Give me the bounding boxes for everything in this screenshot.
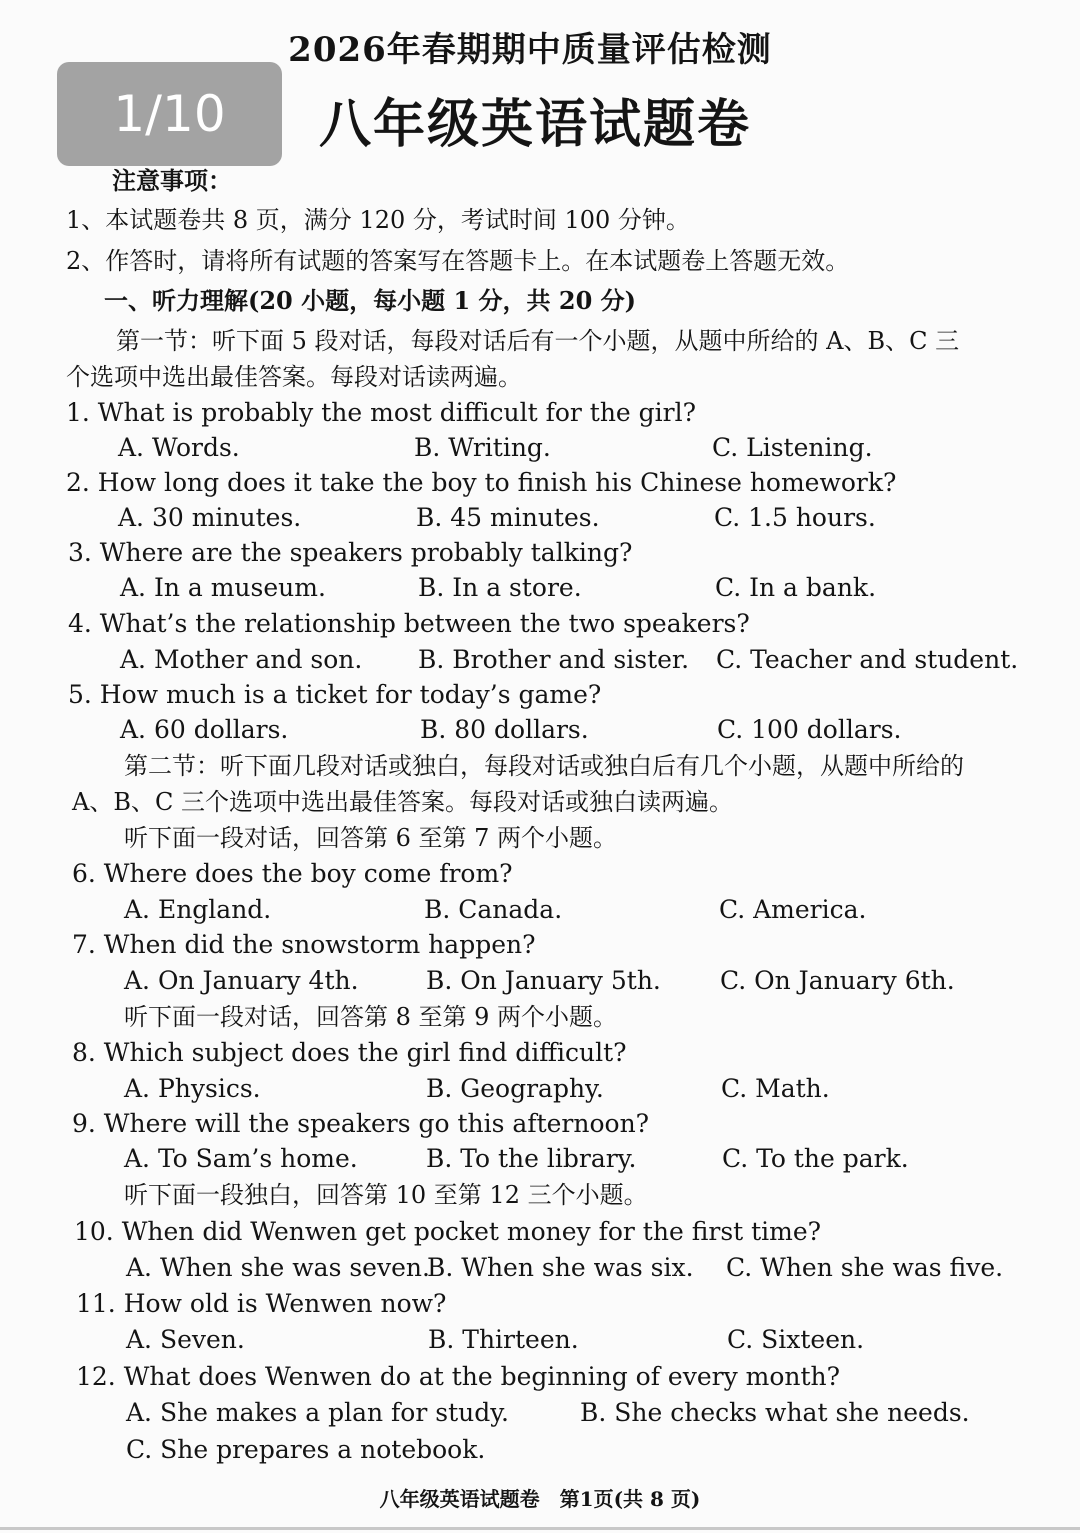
q4-option-b: B. Brother and sister. — [418, 645, 690, 674]
q12-option-a: A. She makes a plan for study. — [126, 1398, 509, 1427]
exam-title-line2: 八年级英语试题卷 — [318, 94, 751, 155]
q2-option-b: B. 45 minutes. — [416, 503, 600, 532]
q4-option-c: C. Teacher and student. — [716, 645, 1019, 674]
question-4: 4. What’s the relationship between the two speakers? — [68, 609, 750, 638]
notice-item-1: 1、本试题卷共 8 页，满分 120 分，考试时间 100 分钟。 — [66, 206, 690, 234]
q3-option-c: C. In a bank. — [715, 573, 877, 602]
bottom-divider — [0, 1527, 1080, 1530]
question-1: 1. What is probably the most difficult for the girl? — [66, 398, 697, 427]
q10-option-a: A. When she was seven. — [126, 1253, 430, 1282]
q6-option-c: C. America. — [719, 895, 867, 924]
section1-instruction-line2: 个选项中选出最佳答案。每段对话读两遍。 — [66, 363, 522, 391]
q11-option-a: A. Seven. — [126, 1325, 245, 1354]
part1-heading: 一、听力理解(20 小题，每小题 1 分，共 20 分) — [104, 286, 636, 315]
q7-option-c: C. On January 6th. — [720, 966, 955, 995]
q8-option-c: C. Math. — [721, 1074, 830, 1103]
question-11: 11. How old is Wenwen now? — [76, 1289, 447, 1318]
q10-option-b: B. When she was six. — [427, 1253, 694, 1282]
question-6: 6. Where does the boy come from? — [72, 859, 513, 888]
page-indicator-badge: 1/10 — [57, 62, 282, 166]
question-12: 12. What does Wenwen do at the beginning of every month? — [76, 1362, 841, 1391]
q6-option-b: B. Canada. — [424, 895, 563, 924]
instruction-q6-q7: 听下面一段对话，回答第 6 至第 7 两个小题。 — [124, 824, 618, 852]
q7-option-a: A. On January 4th. — [124, 966, 359, 995]
notice-item-2: 2、作答时，请将所有试题的答案写在答题卡上。在本试题卷上答题无效。 — [66, 247, 850, 275]
question-9: 9. Where will the speakers go this afternoon? — [72, 1109, 650, 1138]
q5-option-c: C. 100 dollars. — [717, 715, 902, 744]
question-5: 5. How much is a ticket for today’s game? — [68, 680, 602, 709]
q4-option-a: A. Mother and son. — [120, 645, 363, 674]
q12-option-b: B. She checks what she needs. — [580, 1398, 970, 1427]
section2-instruction-line1: 第二节：听下面几段对话或独白，每段对话或独白后有几个小题，从题中所给的 — [124, 752, 964, 780]
q2-option-a: A. 30 minutes. — [118, 503, 302, 532]
q9-option-a: A. To Sam’s home. — [124, 1144, 358, 1173]
question-2: 2. How long does it take the boy to finish his Chinese homework? — [66, 468, 897, 497]
q10-option-c: C. When she was five. — [726, 1253, 1004, 1282]
q7-option-b: B. On January 5th. — [426, 966, 661, 995]
section1-instruction-line1: 第一节：听下面 5 段对话，每段对话后有一个小题，从题中所给的 A、B、C 三 — [116, 327, 960, 355]
q12-option-c: C. She prepares a notebook. — [126, 1435, 486, 1464]
q11-option-b: B. Thirteen. — [428, 1325, 579, 1354]
q1-option-b: B. Writing. — [414, 433, 551, 462]
q5-option-b: B. 80 dollars. — [420, 715, 589, 744]
q9-option-b: B. To the library. — [426, 1144, 637, 1173]
q1-option-c: C. Listening. — [712, 433, 873, 462]
question-8: 8. Which subject does the girl find difficult? — [72, 1038, 627, 1067]
q3-option-b: B. In a store. — [418, 573, 582, 602]
notice-heading: 注意事项： — [112, 166, 232, 195]
instruction-q8-q9: 听下面一段对话，回答第 8 至第 9 两个小题。 — [124, 1003, 618, 1031]
page-footer: 八年级英语试题卷 第1页(共 8 页) — [379, 1487, 701, 1511]
question-10: 10. When did Wenwen get pocket money for the first time? — [74, 1217, 822, 1246]
section2-instruction-line2: A、B、C 三个选项中选出最佳答案。每段对话或独白读两遍。 — [72, 788, 733, 816]
instruction-q10-q12: 听下面一段独白，回答第 10 至第 12 三个小题。 — [124, 1181, 648, 1209]
q5-option-a: A. 60 dollars. — [120, 715, 289, 744]
exam-title-line1: 2026年春期期中质量评估检测 — [288, 30, 772, 70]
q9-option-c: C. To the park. — [722, 1144, 909, 1173]
question-3: 3. Where are the speakers probably talking? — [68, 538, 633, 567]
q8-option-b: B. Geography. — [426, 1074, 604, 1103]
q11-option-c: C. Sixteen. — [727, 1325, 865, 1354]
question-7: 7. When did the snowstorm happen? — [72, 930, 536, 959]
q6-option-a: A. England. — [124, 895, 272, 924]
q1-option-a: A. Words. — [118, 433, 240, 462]
q8-option-a: A. Physics. — [124, 1074, 261, 1103]
q3-option-a: A. In a museum. — [120, 573, 326, 602]
q2-option-c: C. 1.5 hours. — [714, 503, 876, 532]
